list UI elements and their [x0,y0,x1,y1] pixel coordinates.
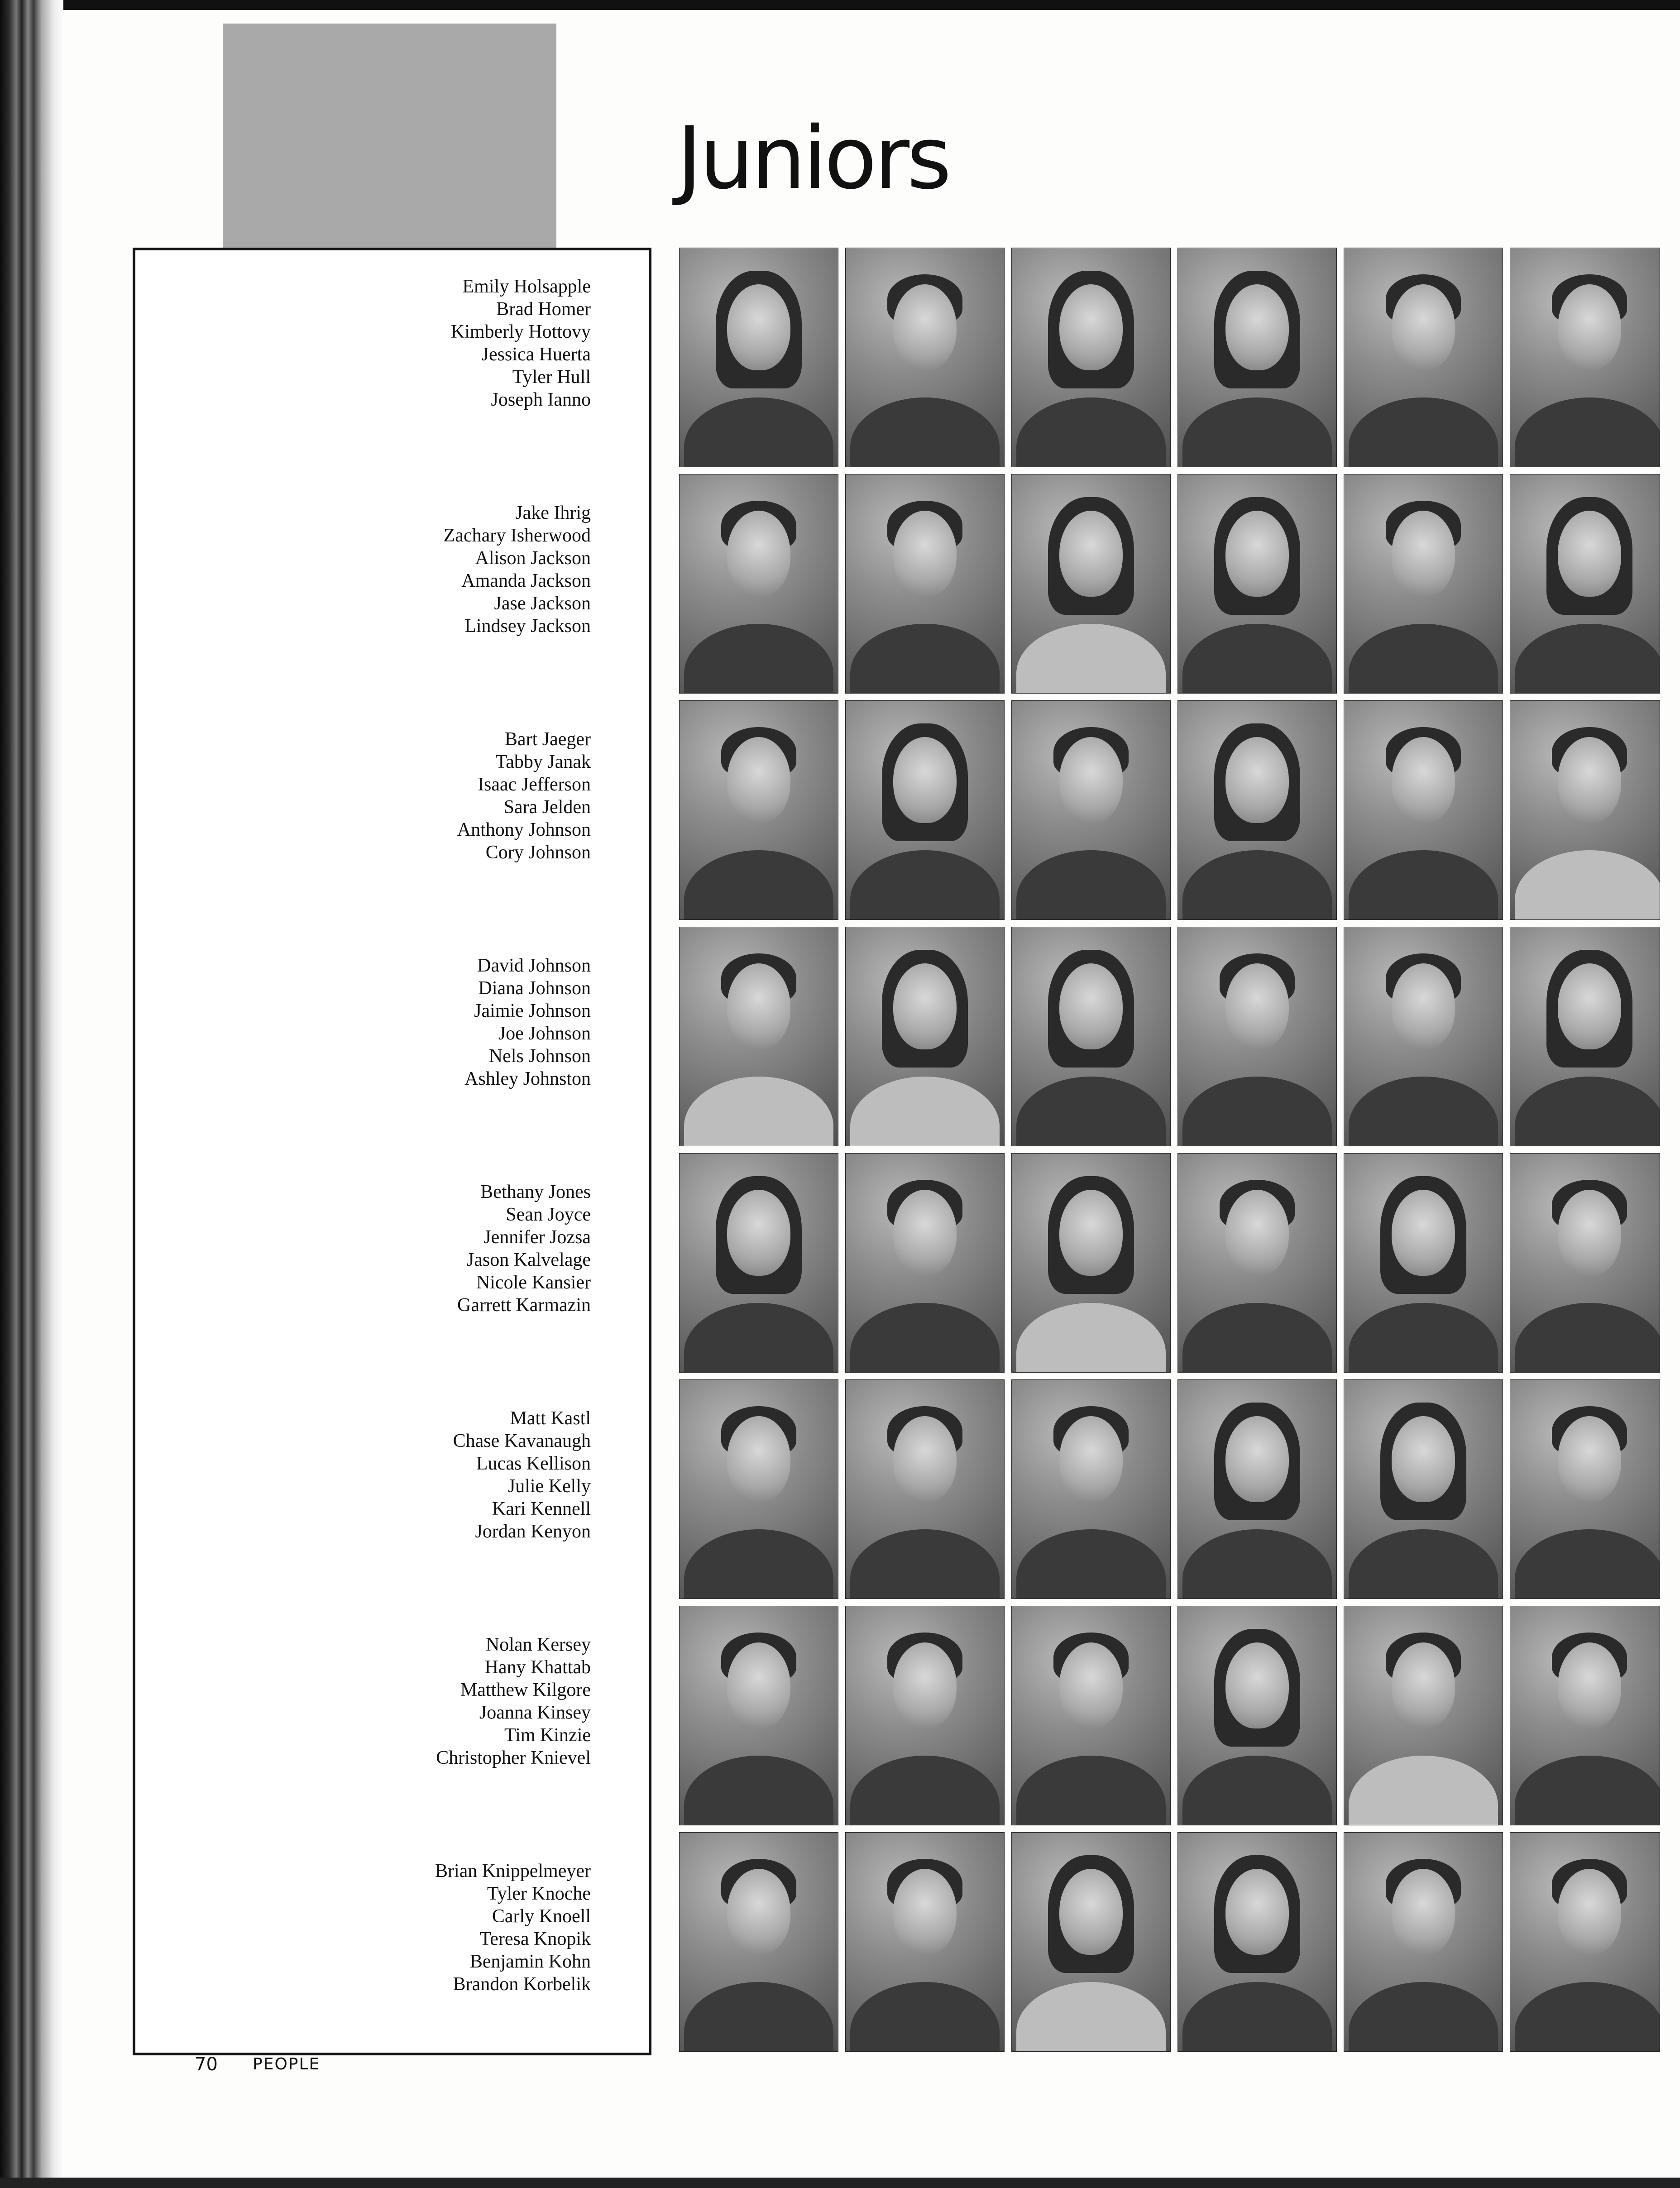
portrait-head [1392,1642,1455,1728]
student-portrait [1011,1606,1171,1825]
student-name: Garrett Karmazin [457,1295,591,1316]
portrait-head [893,1416,957,1502]
student-name: Nicole Kansier [476,1272,591,1293]
portrait-shoulders [1349,1756,1498,1825]
student-name: Kari Kennell [492,1499,591,1519]
portrait-head [727,1869,790,1955]
portrait-head [1225,284,1289,370]
student-portrait [845,1379,1005,1599]
portrait-head [1392,737,1455,823]
student-name: Jordan Kenyon [475,1521,591,1542]
student-portrait [1177,927,1337,1146]
student-portrait [1344,248,1503,467]
student-portrait [1344,1379,1503,1599]
portrait-head [727,511,790,597]
portrait-head [1392,1416,1455,1502]
portrait-shoulders [1182,1077,1332,1146]
student-name: David Johnson [477,955,591,976]
portrait-shoulders [850,1756,1000,1825]
student-portrait [679,927,838,1146]
student-name: Matt Kastl [510,1408,591,1429]
photo-row [679,1832,1680,2052]
photo-row [679,474,1680,694]
student-portrait [845,927,1005,1146]
student-portrait [679,474,838,694]
portrait-head [1392,511,1455,597]
student-name: Tim Kinzie [504,1725,591,1746]
student-portrait [1510,1153,1660,1373]
portrait-shoulders [684,624,833,694]
student-name: Jessica Huerta [481,344,591,365]
portrait-shoulders [1016,1529,1166,1599]
student-name: Emily Holsapple [462,276,591,297]
student-portrait [1510,927,1660,1146]
portrait-shoulders [1182,397,1332,467]
student-name: Lucas Kellison [476,1453,591,1474]
portrait-shoulders [1349,850,1498,920]
student-name: Nels Johnson [488,1046,591,1067]
portrait-head [893,1190,957,1276]
student-name: Brad Homer [496,299,591,320]
portrait-head [1558,284,1621,370]
portrait-shoulders [1515,1982,1660,2052]
portrait-head [1558,1190,1621,1276]
student-name: Carly Knoell [492,1906,591,1927]
student-portrait [845,1606,1005,1825]
portrait-head [1558,1416,1621,1502]
portrait-shoulders [850,624,1000,694]
student-name: Ashley Johnston [464,1068,591,1089]
portrait-shoulders [1515,624,1660,694]
portrait-head [893,511,957,597]
portrait-head [1059,1416,1123,1502]
portrait-head [1225,1190,1289,1276]
portrait-head [1558,511,1621,597]
portrait-shoulders [1182,1982,1332,2052]
portrait-head [727,284,790,370]
portrait-shoulders [1016,1982,1166,2052]
student-portrait [1177,248,1337,467]
student-portrait [1011,474,1171,694]
student-portrait [679,700,838,920]
student-portrait [1510,474,1660,694]
student-name: Chase Kavanaugh [453,1431,591,1451]
portrait-shoulders [684,1077,833,1146]
student-name: Amanda Jackson [461,570,591,591]
student-portrait [1177,700,1337,920]
portrait-shoulders [1515,1756,1660,1825]
portrait-head [1392,963,1455,1049]
name-group [444,502,591,637]
portrait-shoulders [1182,1529,1332,1599]
portrait-head [1059,1190,1123,1276]
student-name: Diana Johnson [478,978,591,999]
student-portrait [845,474,1005,694]
portrait-head [893,963,957,1049]
student-portrait [1011,1153,1171,1373]
student-portrait [1510,248,1660,467]
portrait-shoulders [684,1982,833,2052]
portrait-shoulders [850,397,1000,467]
student-name: Tabby Janak [495,752,591,772]
student-name: Joe Johnson [498,1023,591,1044]
student-portrait [679,1606,838,1825]
portrait-shoulders [1016,1077,1166,1146]
book-binding [0,0,63,2188]
student-name: Teresa Knopik [479,1929,591,1949]
name-group [435,1860,591,1996]
student-portrait [1011,700,1171,920]
student-name: Tyler Hull [512,367,591,388]
student-name: Brandon Korbelik [453,1974,591,1995]
student-portrait [679,1379,838,1599]
portrait-shoulders [1515,1077,1660,1146]
portrait-head [893,1869,957,1955]
student-portrait [845,700,1005,920]
portrait-shoulders [1016,397,1166,467]
student-name: Bethany Jones [480,1182,591,1202]
portrait-head [1225,511,1289,597]
student-portrait [1177,1153,1337,1373]
student-name: Julie Kelly [507,1476,591,1497]
portrait-shoulders [1349,1303,1498,1373]
portrait-head [1059,737,1123,823]
names-panel [133,248,651,2055]
student-name: Isaac Jefferson [478,774,591,795]
student-portrait [1510,700,1660,920]
name-group [436,1633,591,1769]
student-name: Nolan Kersey [485,1634,591,1655]
portrait-shoulders [1349,1077,1498,1146]
student-name: Jennifer Jozsa [483,1227,591,1248]
portrait-head [893,1642,957,1728]
name-group [457,1181,591,1317]
portrait-shoulders [850,1529,1000,1599]
student-portrait [1344,1606,1503,1825]
portrait-shoulders [1515,397,1660,467]
student-name: Hany Khattab [484,1657,591,1678]
portrait-shoulders [1515,1303,1660,1373]
portrait-head [1392,284,1455,370]
student-portrait [1011,1832,1171,2052]
portrait-shoulders [684,850,833,920]
portrait-shoulders [684,1303,833,1373]
portrait-shoulders [684,1756,833,1825]
portrait-head [893,284,957,370]
student-portrait [1344,927,1503,1146]
portrait-shoulders [1016,1303,1166,1373]
student-name: Brian Knippelmeyer [435,1861,591,1882]
student-portrait [1344,1153,1503,1373]
photo-row [679,1606,1680,1826]
portrait-head [727,1416,790,1502]
student-portrait [1011,1379,1171,1599]
portrait-shoulders [1016,624,1166,694]
student-portrait [845,1832,1005,2052]
student-name: Jake Ihrig [515,503,591,523]
student-portrait [1510,1379,1660,1599]
name-group [453,1407,591,1543]
student-name: Kimberly Hottovy [450,321,591,342]
portrait-head [1225,737,1289,823]
student-portrait [679,1832,838,2052]
student-portrait [1177,474,1337,694]
portrait-shoulders [1349,1982,1498,2052]
student-name: Cory Johnson [485,842,591,863]
name-group [451,275,591,411]
student-name: Matthew Kilgore [460,1680,591,1700]
photo-grid [679,248,1680,2056]
portrait-shoulders [1515,1529,1660,1599]
portrait-head [1558,737,1621,823]
name-group [457,728,591,864]
student-name: Alison Jackson [475,548,591,569]
student-portrait [1011,927,1171,1146]
portrait-shoulders [1349,397,1498,467]
student-name: Bart Jaeger [504,729,591,750]
portrait-head [727,1190,790,1276]
portrait-head [727,737,790,823]
portrait-head [1059,511,1123,597]
portrait-head [1558,1642,1621,1728]
student-name: Jase Jackson [494,593,591,614]
photo-row [679,248,1680,468]
page-number: 70 [195,2054,218,2075]
student-portrait [845,248,1005,467]
portrait-head [1225,1642,1289,1728]
portrait-shoulders [1182,850,1332,920]
portrait-head [1059,284,1123,370]
student-name: Tyler Knoche [487,1883,591,1904]
portrait-shoulders [850,1982,1000,2052]
portrait-shoulders [1016,1756,1166,1825]
student-portrait [845,1153,1005,1373]
portrait-head [893,737,957,823]
student-portrait [679,1153,838,1373]
student-portrait [679,248,838,467]
student-portrait [1510,1606,1660,1825]
student-portrait [1011,248,1171,467]
student-name: Zachary Isherwood [443,525,591,546]
portrait-head [1392,1190,1455,1276]
portrait-shoulders [1182,1303,1332,1373]
photo-row [679,1153,1680,1373]
portrait-shoulders [850,1303,1000,1373]
student-name: Anthony Johnson [457,819,591,840]
gray-accent-block [223,24,556,248]
student-name: Joanna Kinsey [479,1702,591,1723]
portrait-head [727,1642,790,1728]
portrait-shoulders [1182,624,1332,694]
portrait-head [1225,1416,1289,1502]
portrait-shoulders [1515,850,1660,920]
portrait-shoulders [684,1529,833,1599]
page-title: Juniors [677,108,949,208]
portrait-head [727,963,790,1049]
bottom-edge [0,2178,1680,2188]
student-portrait [1344,700,1503,920]
top-edge [0,0,1680,10]
portrait-shoulders [1349,1529,1498,1599]
photo-row [679,1379,1680,1599]
portrait-head [1059,963,1123,1049]
student-name: Jason Kalvelage [466,1250,591,1270]
portrait-shoulders [1349,624,1498,694]
portrait-head [1225,1869,1289,1955]
portrait-shoulders [1182,1756,1332,1825]
portrait-shoulders [850,1077,1000,1146]
portrait-shoulders [850,850,1000,920]
student-portrait [1344,474,1503,694]
portrait-head [1558,1869,1621,1955]
student-portrait [1177,1606,1337,1825]
student-name: Jaimie Johnson [474,1001,591,1021]
student-portrait [1344,1832,1503,2052]
portrait-head [1558,963,1621,1049]
student-portrait [1177,1379,1337,1599]
student-name: Benjamin Kohn [469,1951,591,1972]
section-label: PEOPLE [253,2055,321,2073]
portrait-shoulders [1016,850,1166,920]
student-name: Sean Joyce [506,1204,591,1225]
student-name: Christopher Knievel [436,1748,591,1768]
student-portrait [1177,1832,1337,2052]
portrait-shoulders [684,397,833,467]
portrait-head [1392,1869,1455,1955]
photo-row [679,927,1680,1147]
name-group [464,954,591,1090]
portrait-head [1059,1869,1123,1955]
student-name: Sara Jelden [503,797,591,818]
student-name: Lindsey Jackson [464,616,591,637]
student-name: Joseph Ianno [491,389,591,410]
student-portrait [1510,1832,1660,2052]
portrait-head [1225,963,1289,1049]
photo-row [679,700,1680,920]
portrait-head [1059,1642,1123,1728]
